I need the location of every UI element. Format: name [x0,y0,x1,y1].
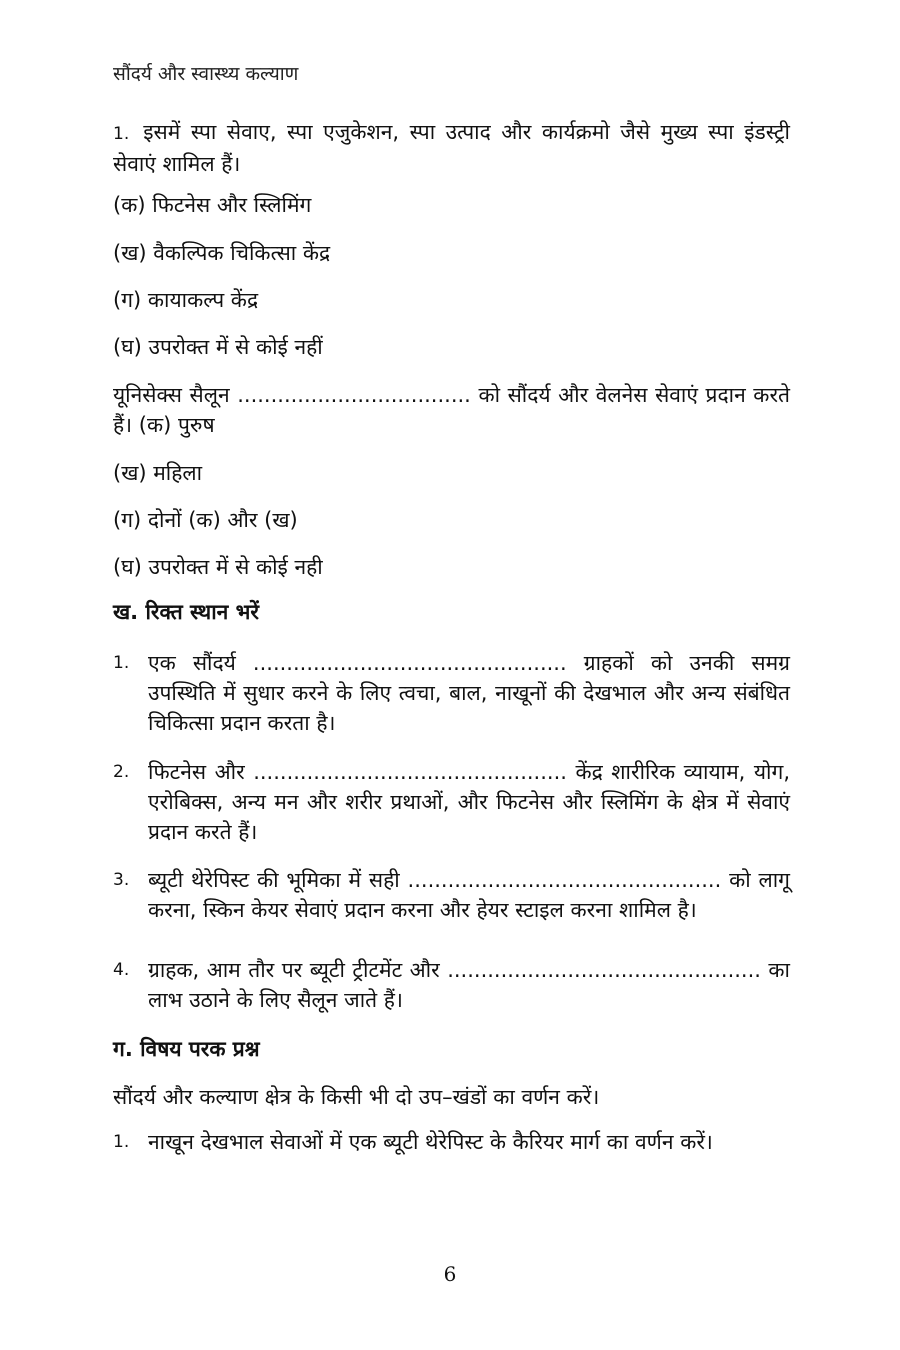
mcq-2-text-end: को सौंदर्य और वेलनेस सेवाएं प्रदान करते हैं। (क) पुरुष [113,383,790,437]
mcq-2-blank: ................................... [237,383,471,407]
fill-item-1-text: एक सौंदर्य ............................................... ग्राहकों को उनकी समग्र उपस्थिति में सुधार करने के लिए त्वचा, बाल, नाखूनों की देखभाल और अन्य संबंधित चिकित्सा प्रदान करता है। [148,651,791,735]
fill-item-2-text: फिटनेस और ............................................... केंद्र शारीरिक व्यायाम, योग, एरोबिक्स, अन्य मन और शरीर प्रथाओं, और फिटनेस और स्लिमिंग के क्षेत्र में सेवाएं प्रदान करते हैं। [148,760,790,844]
mcq-1-option-b: (ख) वैकल्पिक चिकित्सा केंद्र [113,241,331,265]
page-number: 6 [443,1262,457,1286]
running-header: सौंदर्य और स्वास्थ्य कल्याण [113,63,299,85]
essay-item-1-number: 1. [113,1132,130,1152]
fill-item-3-number: 3. [113,870,130,890]
section-b-heading: ख. रिक्त स्थान भरें [113,600,259,624]
section-c-intro: सौंदर्य और कल्याण क्षेत्र के किसी भी दो उप–खंडों का वर्णन करें। [113,1085,600,1109]
mcq-1-option-d: (घ) उपरोक्त में से कोई नहीं [113,335,323,359]
mcq-2-option-c: (ग) दोनों (क) और (ख) [113,508,298,532]
fill-item-4-text: ग्राहक, आम तौर पर ब्यूटी ट्रीटमेंट और ............................................... का लाभ उठाने के लिए सैलून जाते हैं। [148,958,790,1012]
mcq-1-text: इसमें स्पा सेवाए, स्पा एजुकेशन, स्पा उत्पाद और कार्यक्रमो जैसे मुख्य स्पा इंडस्ट्री सेवाएं शामिल हैं। [113,120,790,176]
mcq-2-option-b: (ख) महिला [113,461,203,485]
mcq-2-text-start: यूनिसेक्स सैलून [113,383,230,407]
mcq-1-number: 1. [113,124,130,144]
fill-item-2-number: 2. [113,762,130,782]
mcq-1-question [113,117,790,179]
mcq-2-question [113,380,790,440]
mcq-1-option-c: (ग) कायाकल्प केंद्र [113,288,259,312]
mcq-1-option-a: (क) फिटनेस और स्लिमिंग [113,193,312,217]
fill-item-1-number: 1. [113,653,130,673]
section-c-heading: ग. विषय परक प्रश्न [113,1037,260,1061]
fill-item-4-number: 4. [113,960,130,980]
essay-item-1-text: नाखून देखभाल सेवाओं में एक ब्यूटी थेरेपिस्ट के कैरियर मार्ग का वर्णन करें। [148,1130,713,1154]
fill-item-3-text: ब्यूटी थेरेपिस्ट की भूमिका में सही ............................................... को लागू करना, स्किन केयर सेवाएं प्रदान करना और हेयर स्टाइल करना शामिल है। [148,868,790,922]
mcq-2-option-d: (घ) उपरोक्त में से कोई नही [113,555,323,579]
